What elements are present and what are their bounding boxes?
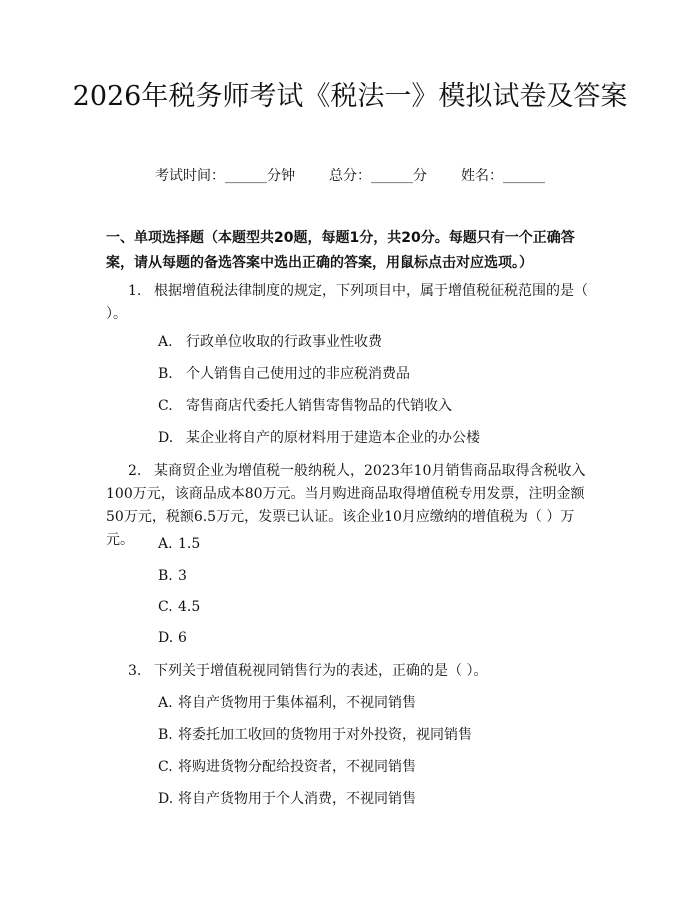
option-text: 将自产货物用于个人消费，不视同销售 — [178, 791, 416, 807]
question-1 — [106, 280, 598, 326]
option-letter: D. — [158, 430, 174, 446]
question-1-option-b[interactable] — [158, 364, 410, 384]
option-letter: C. — [158, 759, 173, 775]
option-letter: A. — [158, 695, 173, 711]
question-3-option-a[interactable] — [158, 693, 416, 713]
exam-time-field: 考试时间：______分钟 — [155, 168, 295, 184]
section-heading: 一、单项选择题（本题型共20题，每题1分，共20分。每题只有一个正确答案，请从每题的备选答案中选出正确的答案，用鼠标点击对应选项。） — [106, 230, 575, 271]
question-1-option-a[interactable] — [158, 332, 382, 352]
option-letter: C. — [158, 398, 173, 414]
option-letter: B. — [158, 568, 173, 584]
option-text: 将委托加工收回的货物用于对外投资，视同销售 — [178, 727, 472, 743]
question-text: 某商贸企业为增值税一般纳税人，2023年10月销售商品取得含税收入100万元，该商品成本80万元。当月购进商品取得增值税专用发票，注明金额50万元，税额6.5万元，发票已认证。该企业10月应缴纳的增值税为（ ）万元。 — [106, 463, 586, 548]
option-text: 将自产货物用于集体福利，不视同销售 — [178, 695, 416, 711]
question-number: 1. — [128, 283, 142, 299]
question-3-option-c[interactable] — [158, 757, 416, 777]
question-1-option-d[interactable] — [158, 428, 480, 448]
question-2-option-a[interactable] — [158, 534, 200, 554]
option-text: 寄售商店代委托人销售寄售物品的代销收入 — [186, 398, 452, 414]
option-letter: D. — [158, 791, 174, 807]
question-3-option-b[interactable] — [158, 725, 472, 745]
question-1-option-c[interactable] — [158, 396, 452, 416]
exam-meta — [0, 166, 700, 186]
option-letter: A. — [158, 536, 173, 552]
option-letter: B. — [158, 727, 173, 743]
option-text: 个人销售自己使用过的非应税消费品 — [186, 366, 410, 382]
option-letter: C. — [158, 599, 173, 615]
question-number: 3. — [128, 663, 142, 679]
option-letter: B. — [158, 366, 173, 382]
question-number: 2. — [128, 463, 142, 479]
option-text: 4.5 — [178, 599, 201, 615]
option-text: 将购进货物分配给投资者，不视同销售 — [178, 759, 416, 775]
question-2-option-d[interactable] — [158, 628, 187, 648]
option-letter: D. — [158, 630, 174, 646]
option-text: 行政单位收取的行政事业性收费 — [186, 334, 382, 350]
question-3 — [106, 660, 598, 683]
option-text: 某企业将自产的原材料用于建造本企业的办公楼 — [186, 430, 480, 446]
option-letter: A. — [158, 334, 173, 350]
option-text: 6 — [178, 630, 187, 646]
question-2-option-c[interactable] — [158, 597, 200, 617]
question-text: 下列关于增值税视同销售行为的表述，正确的是（ ）。 — [154, 663, 488, 679]
option-text: 1.5 — [178, 536, 201, 552]
total-score-field: 总分：______分 — [329, 168, 427, 184]
option-text: 3 — [178, 568, 187, 584]
question-3-option-d[interactable] — [158, 789, 416, 809]
name-field: 姓名：______ — [461, 168, 545, 184]
question-text: 根据增值税法律制度的规定，下列项目中，属于增值税征税范围的是（ ）。 — [106, 283, 588, 322]
question-2-option-b[interactable] — [158, 566, 187, 586]
document-title: 2026年税务师考试《税法一》模拟试卷及答案 — [72, 81, 628, 112]
